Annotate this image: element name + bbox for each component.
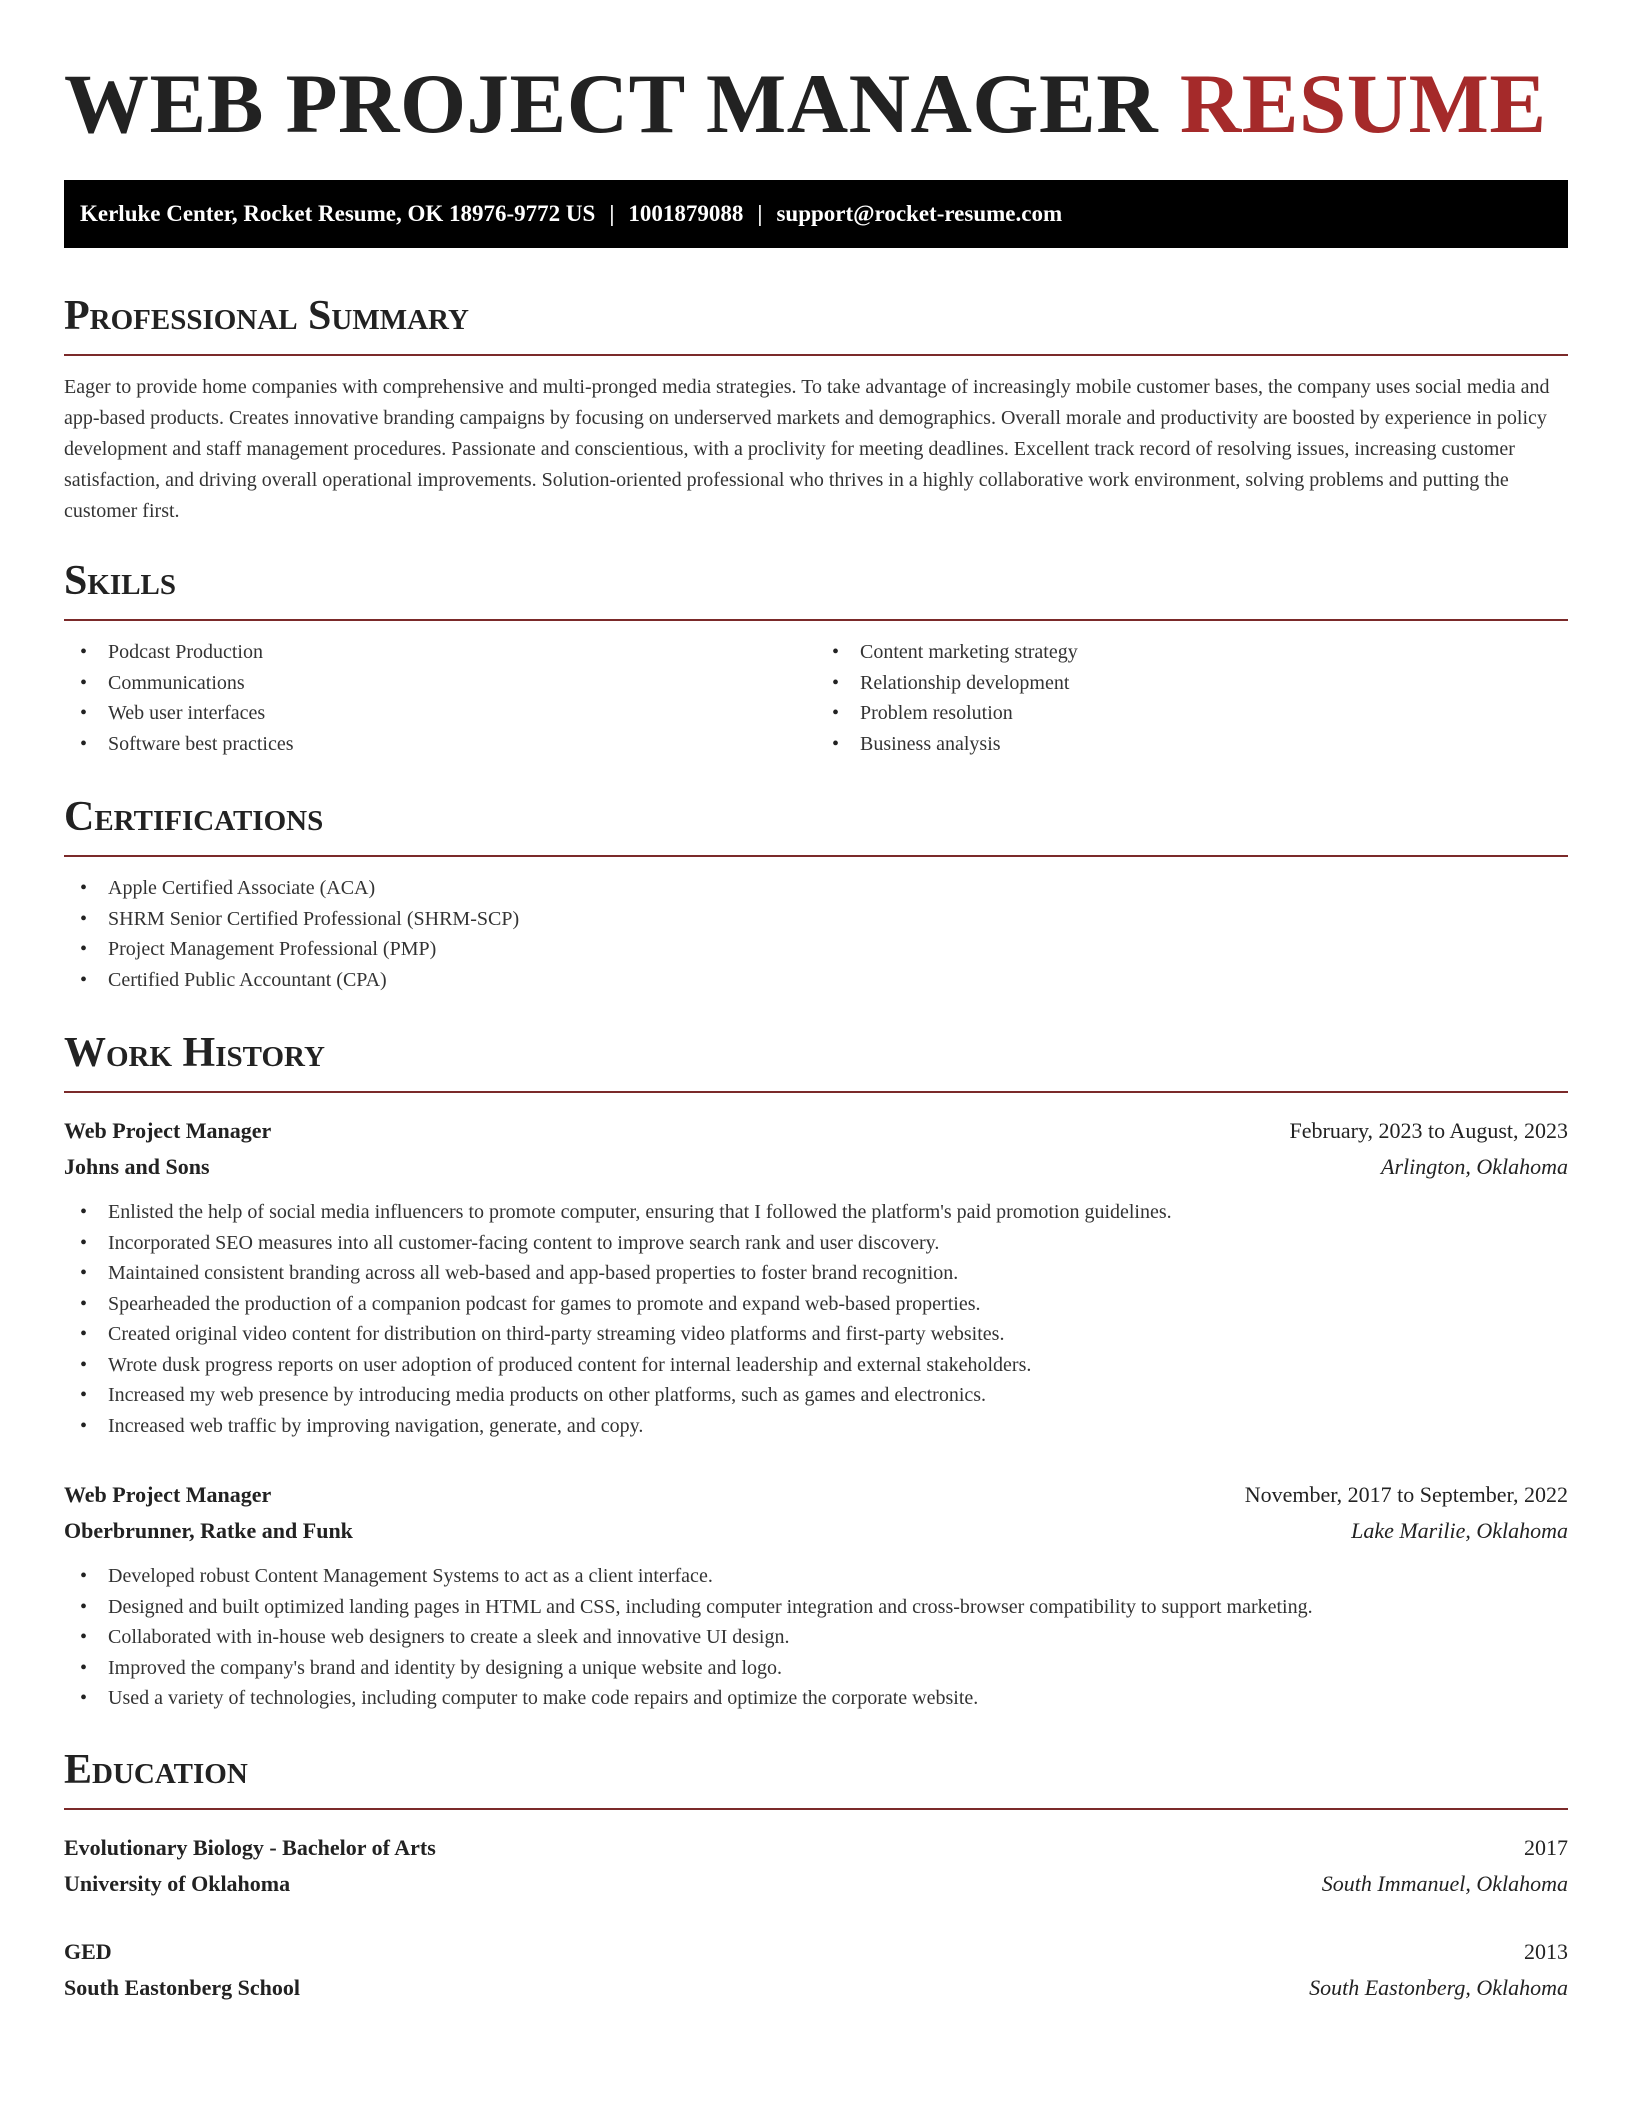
- education-location: South Immanuel, Oklahoma: [1321, 1870, 1568, 1896]
- job-bullet: • Spearheaded the production of a companion podcast for games to promote and expand web-based properties.: [64, 1289, 1568, 1320]
- job-title-row: [64, 1477, 1568, 1513]
- job-bullet: • Increased my web presence by introducing media products on other platforms, such as games and electronics.: [64, 1380, 1568, 1411]
- contact-phone: 1001879088: [628, 201, 744, 226]
- skill-item: • Problem resolution: [816, 698, 1568, 729]
- education-school-row: [64, 1866, 1568, 1902]
- skills-section: [64, 555, 1568, 759]
- education-degree: Evolutionary Biology - Bachelor of Arts: [64, 1834, 436, 1860]
- job-bullet: • Developed robust Content Management Systems to act as a client interface.: [64, 1561, 1568, 1592]
- skill-item: • Business analysis: [816, 729, 1568, 760]
- education-heading: Education: [64, 1744, 1568, 1810]
- contact-separator: |: [609, 201, 615, 226]
- job-dates: November, 2017 to September, 2022: [1244, 1482, 1568, 1507]
- job-company-row: [64, 1513, 1568, 1549]
- certifications-section: [64, 791, 1568, 995]
- skill-item: • Software best practices: [64, 729, 816, 760]
- certification-item: • Project Management Professional (PMP): [64, 934, 1568, 965]
- job-bullet: • Increased web traffic by improving navigation, generate, and copy.: [64, 1411, 1568, 1442]
- job-dates: February, 2023 to August, 2023: [1289, 1118, 1568, 1143]
- job-bullet: • Enlisted the help of social media influencers to promote computer, ensuring that I followed the platform's paid promotion guidelines.: [64, 1197, 1568, 1228]
- job-entry: [64, 1477, 1568, 1714]
- job-title: Web Project Manager: [64, 1482, 272, 1507]
- title-accent: RESUME: [1179, 57, 1547, 151]
- education-location: South Eastonberg, Oklahoma: [1309, 1974, 1568, 2000]
- job-company: Oberbrunner, Ratke and Funk: [64, 1518, 353, 1543]
- certifications-heading: Certifications: [64, 791, 1568, 857]
- job-location: Lake Marilie, Oklahoma: [1351, 1518, 1568, 1543]
- skill-item: • Web user interfaces: [64, 698, 816, 729]
- contact-address: Kerluke Center, Rocket Resume, OK 18976-9772 US: [80, 201, 596, 226]
- summary-section: [64, 290, 1568, 527]
- job-company-row: [64, 1149, 1568, 1185]
- job-bullet: • Created original video content for distribution on third-party streaming video platforms and first-party websites.: [64, 1319, 1568, 1350]
- certification-item: • Apple Certified Associate (ACA): [64, 873, 1568, 904]
- education-school: South Eastonberg School: [64, 1974, 300, 2000]
- job-location: Arlington, Oklahoma: [1381, 1154, 1568, 1179]
- skill-item: • Communications: [64, 668, 816, 699]
- job-bullet: • Wrote dusk progress reports on user adoption of produced content for internal leadership and external stakeholders.: [64, 1350, 1568, 1381]
- job-bullet: • Designed and built optimized landing pages in HTML and CSS, including computer integration and cross-browser compatibility to support marketing.: [64, 1592, 1568, 1623]
- education-degree-row: [64, 1830, 1568, 1866]
- contact-bar: [64, 180, 1568, 248]
- certification-item: • SHRM Senior Certified Professional (SHRM-SCP): [64, 904, 1568, 935]
- job-title-row: [64, 1113, 1568, 1149]
- education-degree: GED: [64, 1938, 112, 1964]
- skill-item: • Relationship development: [816, 668, 1568, 699]
- education-entry: [64, 1830, 1568, 1902]
- contact-separator: |: [757, 201, 763, 226]
- summary-heading: Professional Summary: [64, 290, 1568, 356]
- education-section: [64, 1744, 1568, 2006]
- work-history-heading: Work History: [64, 1027, 1568, 1093]
- skills-left-list: [64, 637, 816, 759]
- skill-item: • Podcast Production: [64, 637, 816, 668]
- skills-heading: Skills: [64, 555, 1568, 621]
- job-bullet: • Incorporated SEO measures into all customer-facing content to improve search rank and user discovery.: [64, 1228, 1568, 1259]
- certification-item: • Certified Public Accountant (CPA): [64, 965, 1568, 996]
- education-year: 2013: [1524, 1938, 1568, 1964]
- job-bullet: • Maintained consistent branding across all web-based and app-based properties to foster brand recognition.: [64, 1258, 1568, 1289]
- education-school-row: [64, 1970, 1568, 2006]
- skills-right-list: [816, 637, 1568, 759]
- skill-item: • Content marketing strategy: [816, 637, 1568, 668]
- job-bullet: • Used a variety of technologies, including computer to make code repairs and optimize the corporate website.: [64, 1683, 1568, 1714]
- job-entry: [64, 1113, 1568, 1441]
- job-bullets: [64, 1561, 1568, 1714]
- job-bullets: [64, 1197, 1568, 1441]
- work-history-section: [64, 1027, 1568, 1714]
- contact-email[interactable]: support@rocket-resume.com: [776, 201, 1063, 226]
- job-title: Web Project Manager: [64, 1118, 272, 1143]
- education-school: University of Oklahoma: [64, 1870, 291, 1896]
- job-bullet: • Improved the company's brand and identity by designing a unique website and logo.: [64, 1653, 1568, 1684]
- title-main: WEB PROJECT MANAGER: [64, 57, 1159, 151]
- summary-text: Eager to provide home companies with comprehensive and multi-pronged media strategies. To take advantage of increasingly mobile customer bases, the company uses social media and app-based products. Creates innovative branding campaigns by focusing on underserved markets and demographics. Overall morale and productivity are boosted by experience in policy development and staff management procedures. Passionate and conscientious, with a proclivity for meeting deadlines. Excellent track record of resolving issues, increasing customer satisfaction, and driving overall operational improvements. Solution-oriented professional who thrives in a highly collaborative work environment, solving problems and putting the customer first.: [64, 376, 1550, 522]
- job-company: Johns and Sons: [64, 1154, 210, 1179]
- resume-title: [64, 0, 1568, 150]
- education-degree-row: [64, 1934, 1568, 1970]
- job-bullet: • Collaborated with in-house web designers to create a sleek and innovative UI design.: [64, 1622, 1568, 1653]
- certifications-list: [64, 873, 1568, 995]
- education-year: 2017: [1524, 1834, 1568, 1860]
- education-entry: [64, 1934, 1568, 2006]
- skills-grid: [64, 637, 1568, 759]
